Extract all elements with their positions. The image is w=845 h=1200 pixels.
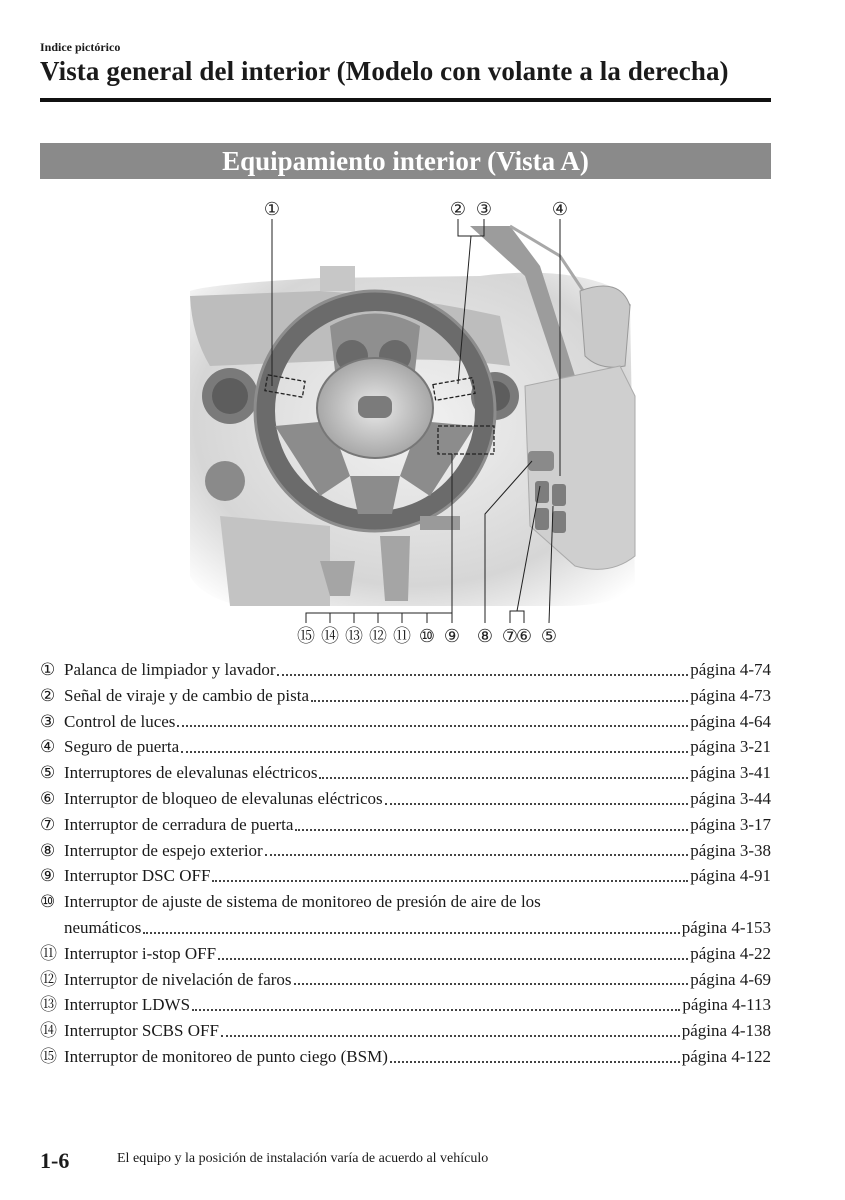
page-reference[interactable]: página 4-69: [690, 969, 771, 989]
leader-dots: [177, 725, 688, 727]
interior-illustration: [180, 196, 650, 656]
item-number: ⑮: [40, 1046, 57, 1066]
list-item: [40, 657, 771, 683]
item-label: Interruptor LDWS: [64, 995, 191, 1015]
list-item: [40, 683, 771, 709]
leader-dots: [385, 803, 689, 805]
list-item: [40, 992, 771, 1018]
leader-dots: [277, 674, 688, 676]
leader-dots: [221, 1035, 680, 1037]
page-reference[interactable]: página 4-153: [681, 917, 771, 937]
title-rule: [40, 98, 771, 102]
page-number: 1-6: [40, 1148, 70, 1173]
legend-list: [40, 657, 771, 1070]
section-label: Indice pictórico: [40, 40, 121, 54]
page-title: Vista general del interior (Modelo con volante a la derecha): [40, 56, 729, 86]
item-label: Interruptor de espejo exterior: [64, 840, 263, 860]
item-number: ⑤: [40, 763, 56, 783]
callout-14: ⑭: [321, 626, 339, 647]
callout-11: ⑪: [393, 626, 411, 647]
item-label: Interruptores de elevalunas eléctricos: [64, 763, 318, 783]
page-reference[interactable]: página 3-17: [690, 814, 771, 834]
callout-1: ①: [263, 199, 281, 220]
footer-note: El equipo y la posición de instalación varía de acuerdo al vehículo: [117, 1151, 489, 1166]
leader-dots: [192, 1009, 680, 1011]
callout-2: ②: [449, 199, 467, 220]
item-label: Control de luces: [64, 711, 176, 731]
item-label: Palanca de limpiador y lavador: [64, 660, 276, 679]
item-label: Interruptor i-stop OFF: [64, 943, 217, 963]
leader-dots: [181, 751, 688, 753]
page-reference[interactable]: página 4-22: [690, 943, 771, 963]
page-reference[interactable]: página 3-21: [690, 737, 771, 757]
item-number: ⑥: [40, 788, 56, 808]
callout-13: ⑬: [345, 626, 363, 647]
item-number: ⑭: [40, 1021, 57, 1041]
callout-3: ③: [475, 199, 493, 220]
item-number: ①: [40, 660, 56, 679]
page-reference[interactable]: página 4-91: [690, 866, 771, 886]
list-item: [40, 838, 771, 864]
list-item: [40, 734, 771, 760]
leader-dots: [319, 777, 688, 779]
list-item: [40, 1044, 771, 1070]
callout-7: ⑦: [501, 626, 519, 647]
item-label: Interruptor de cerradura de puerta: [64, 814, 294, 834]
item-number: ⑨: [40, 866, 56, 886]
callout-8: ⑧: [476, 626, 494, 647]
interior-drawing: [180, 196, 650, 656]
leader-dots: [295, 829, 688, 831]
leader-dots: [212, 880, 688, 882]
leader-dots: [294, 983, 689, 985]
item-number: ⑩: [40, 892, 56, 912]
list-item: [40, 889, 771, 941]
callout-5: ⑤: [540, 626, 558, 647]
item-label: Interruptor de monitoreo de punto ciego (BSM): [64, 1046, 388, 1066]
page-reference[interactable]: página 4-74: [690, 660, 771, 679]
item-number: ③: [40, 711, 56, 731]
callout-9: ⑨: [443, 626, 461, 647]
item-label: Interruptor de bloqueo de elevalunas eléctricos: [64, 788, 383, 808]
item-label: Interruptor de ajuste de sistema de monitoreo de presión de aire de los: [64, 892, 541, 912]
callout-4: ④: [551, 199, 569, 220]
leader-dots: [311, 700, 688, 702]
item-number: ⑧: [40, 840, 56, 860]
callout-15: ⑮: [297, 626, 315, 647]
callout-6: ⑥: [515, 626, 533, 647]
leader-dots: [265, 854, 689, 856]
list-item: [40, 967, 771, 993]
item-label: Interruptor SCBS OFF: [64, 1021, 219, 1041]
page-reference[interactable]: página 4-73: [690, 685, 771, 705]
item-label: Señal de viraje y de cambio de pista: [64, 685, 309, 705]
item-label-continued: neumáticos: [64, 917, 142, 937]
list-item: [40, 760, 771, 786]
page-reference[interactable]: página 3-41: [690, 763, 771, 783]
item-number: ④: [40, 737, 56, 757]
leader-dots: [143, 932, 679, 934]
item-number: ②: [40, 685, 56, 705]
page-reference[interactable]: página 4-138: [681, 1021, 771, 1041]
item-number: ⑦: [40, 814, 56, 834]
page-reference[interactable]: página 3-44: [690, 788, 771, 808]
page-reference[interactable]: página 4-64: [690, 711, 771, 731]
page-reference[interactable]: página 4-113: [682, 995, 771, 1015]
list-item: [40, 941, 771, 967]
section-banner: Equipamiento interior (Vista A): [40, 143, 771, 179]
item-label: Interruptor de nivelación de faros: [64, 969, 292, 989]
list-item: [40, 863, 771, 889]
page-reference[interactable]: página 3-38: [690, 840, 771, 860]
leader-dots: [390, 1061, 680, 1063]
list-item: [40, 709, 771, 735]
item-label: Seguro de puerta: [64, 737, 180, 757]
list-item: [40, 786, 771, 812]
item-number: ⑬: [40, 995, 57, 1015]
callout-10: ⑩: [418, 626, 436, 647]
item-number: ⑫: [40, 969, 57, 989]
item-label: Interruptor DSC OFF: [64, 866, 211, 886]
list-item: [40, 1018, 771, 1044]
callout-12: ⑫: [369, 626, 387, 647]
item-number: ⑪: [40, 943, 57, 963]
list-item: [40, 812, 771, 838]
page-reference[interactable]: página 4-122: [681, 1046, 771, 1066]
leader-dots: [218, 958, 688, 960]
